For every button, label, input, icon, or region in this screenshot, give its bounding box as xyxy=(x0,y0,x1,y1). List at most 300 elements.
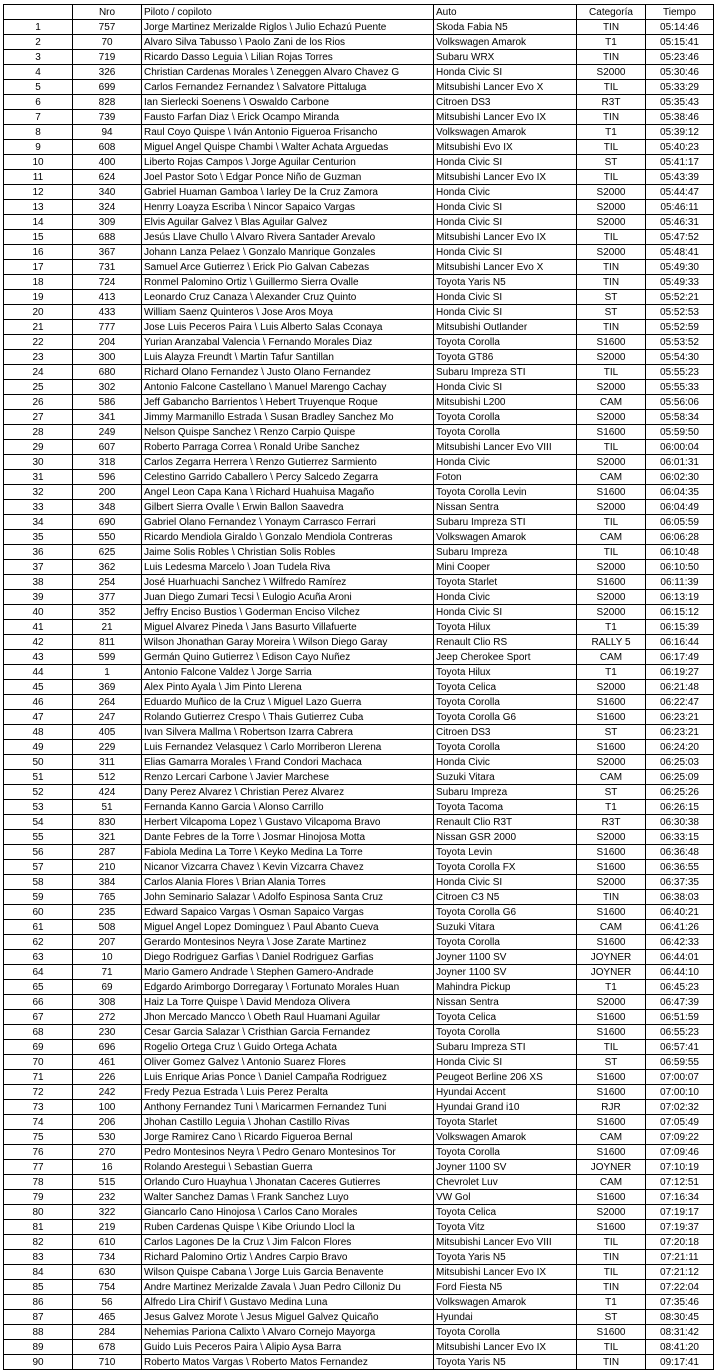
category-cell: S2000 xyxy=(577,245,646,260)
driver-cell: Miguel Alvarez Pineda \ Jans Basurto Villafuerte xyxy=(142,620,434,635)
driver-cell: Luis Alayza Freundt \ Martin Tafur Santillan xyxy=(142,350,434,365)
driver-cell: Luis Fernandez Velasquez \ Carlo Morriberon Llerena xyxy=(142,740,434,755)
time-cell: 07:09:46 xyxy=(646,1145,714,1160)
car-cell: Toyota Yaris N5 xyxy=(434,1355,577,1370)
car-cell: Citroen C3 N5 xyxy=(434,890,577,905)
number-cell: 272 xyxy=(73,1010,142,1025)
time-cell: 06:24:20 xyxy=(646,740,714,755)
car-cell: Toyota Corolla xyxy=(434,425,577,440)
table-row xyxy=(4,410,714,425)
number-cell: 309 xyxy=(73,215,142,230)
driver-cell: Jeff Gabancho Barrientos \ Hebert Truyenque Roque xyxy=(142,395,434,410)
driver-cell: Ian Sierlecki Soenens \ Oswaldo Carbone xyxy=(142,95,434,110)
table-row xyxy=(4,920,714,935)
number-cell: 324 xyxy=(73,200,142,215)
table-row xyxy=(4,110,714,125)
driver-cell: Yurian Aranzabal Valencia \ Fernando Morales Diaz xyxy=(142,335,434,350)
category-cell: R3T xyxy=(577,95,646,110)
driver-cell: Jorge Martinez Merizalde Riglos \ Julio Echazú Puente xyxy=(142,20,434,35)
car-cell: VW Gol xyxy=(434,1190,577,1205)
car-cell: Honda Civic SI xyxy=(434,305,577,320)
table-row xyxy=(4,1115,714,1130)
car-cell: Hyundai xyxy=(434,1310,577,1325)
driver-cell: Nehemias Pariona Calixto \ Alvaro Cornejo Mayorga xyxy=(142,1325,434,1340)
position-cell: 52 xyxy=(4,785,73,800)
number-cell: 384 xyxy=(73,875,142,890)
time-cell: 05:52:59 xyxy=(646,320,714,335)
car-cell: Honda Civic xyxy=(434,755,577,770)
driver-cell: Renzo Lercari Carbone \ Javier Marchese xyxy=(142,770,434,785)
driver-cell: Edgardo Arimborgo Dorregaray \ Fortunato Morales Huan xyxy=(142,980,434,995)
table-row xyxy=(4,695,714,710)
category-cell: TIN xyxy=(577,275,646,290)
number-cell: 754 xyxy=(73,1280,142,1295)
number-cell: 318 xyxy=(73,455,142,470)
table-row xyxy=(4,770,714,785)
car-cell: Toyota Hilux xyxy=(434,620,577,635)
position-cell: 70 xyxy=(4,1055,73,1070)
category-cell: CAM xyxy=(577,770,646,785)
table-row xyxy=(4,485,714,500)
table-row xyxy=(4,1145,714,1160)
position-cell: 49 xyxy=(4,740,73,755)
category-cell: S1600 xyxy=(577,1085,646,1100)
number-cell: 405 xyxy=(73,725,142,740)
car-cell: Mitsubishi Lancer Evo IX xyxy=(434,1340,577,1355)
car-cell: Honda Civic SI xyxy=(434,605,577,620)
driver-cell: Celestino Garrido Caballero \ Percy Salcedo Zegarra xyxy=(142,470,434,485)
number-cell: 204 xyxy=(73,335,142,350)
driver-cell: Mario Gamero Andrade \ Stephen Gamero-Andrade xyxy=(142,965,434,980)
table-row xyxy=(4,1340,714,1355)
table-row xyxy=(4,440,714,455)
time-cell: 05:58:34 xyxy=(646,410,714,425)
car-cell: Toyota Corolla G6 xyxy=(434,710,577,725)
time-cell: 05:48:41 xyxy=(646,245,714,260)
category-cell: S1600 xyxy=(577,845,646,860)
category-cell: TIL xyxy=(577,170,646,185)
category-cell: TIN xyxy=(577,260,646,275)
driver-cell: Henrry Loayza Escriba \ Nincor Sapaico Vargas xyxy=(142,200,434,215)
table-row xyxy=(4,1085,714,1100)
table-row xyxy=(4,1265,714,1280)
table-row xyxy=(4,1160,714,1175)
position-cell: 9 xyxy=(4,140,73,155)
driver-cell: Jose Luis Peceros Paira \ Luis Alberto Salas Cconaya xyxy=(142,320,434,335)
driver-cell: Ricardo Dasso Leguia \ Lilian Rojas Torres xyxy=(142,50,434,65)
table-row xyxy=(4,860,714,875)
car-cell: Mitsubishi Lancer Evo VIII xyxy=(434,440,577,455)
time-cell: 05:46:31 xyxy=(646,215,714,230)
table-row xyxy=(4,335,714,350)
number-cell: 287 xyxy=(73,845,142,860)
car-cell: Honda Civic SI xyxy=(434,245,577,260)
car-cell: Honda Civic xyxy=(434,185,577,200)
position-cell: 8 xyxy=(4,125,73,140)
category-cell: S2000 xyxy=(577,350,646,365)
time-cell: 08:41:20 xyxy=(646,1340,714,1355)
time-cell: 06:33:15 xyxy=(646,830,714,845)
table-row xyxy=(4,1100,714,1115)
table-row xyxy=(4,710,714,725)
car-cell: Hyundai Grand i10 xyxy=(434,1100,577,1115)
position-cell: 73 xyxy=(4,1100,73,1115)
driver-cell: Fausto Farfan Diaz \ Erick Ocampo Miranda xyxy=(142,110,434,125)
position-cell: 31 xyxy=(4,470,73,485)
table-row xyxy=(4,350,714,365)
position-cell: 23 xyxy=(4,350,73,365)
number-cell: 322 xyxy=(73,1205,142,1220)
table-row xyxy=(4,1070,714,1085)
position-cell: 90 xyxy=(4,1355,73,1370)
position-cell: 71 xyxy=(4,1070,73,1085)
driver-cell: Liberto Rojas Campos \ Jorge Aguilar Centurion xyxy=(142,155,434,170)
category-cell: JOYNER xyxy=(577,965,646,980)
position-cell: 46 xyxy=(4,695,73,710)
number-cell: 630 xyxy=(73,1265,142,1280)
number-cell: 696 xyxy=(73,1040,142,1055)
category-cell: TIN xyxy=(577,1355,646,1370)
car-cell: Nissan Sentra xyxy=(434,995,577,1010)
time-cell: 07:02:32 xyxy=(646,1100,714,1115)
table-row xyxy=(4,740,714,755)
number-cell: 678 xyxy=(73,1340,142,1355)
number-cell: 512 xyxy=(73,770,142,785)
category-cell: CAM xyxy=(577,920,646,935)
driver-cell: Miguel Angel Quispe Chambi \ Walter Achata Arguedas xyxy=(142,140,434,155)
category-cell: TIL xyxy=(577,1340,646,1355)
category-cell: TIL xyxy=(577,230,646,245)
category-cell: ST xyxy=(577,290,646,305)
driver-cell: Luis Ledesma Marcelo \ Joan Tudela Riva xyxy=(142,560,434,575)
table-row xyxy=(4,1295,714,1310)
table-row xyxy=(4,545,714,560)
time-cell: 05:52:21 xyxy=(646,290,714,305)
number-cell: 433 xyxy=(73,305,142,320)
category-cell: S1600 xyxy=(577,710,646,725)
table-row xyxy=(4,575,714,590)
table-row xyxy=(4,65,714,80)
number-cell: 284 xyxy=(73,1325,142,1340)
number-cell: 369 xyxy=(73,680,142,695)
table-row xyxy=(4,650,714,665)
position-cell: 81 xyxy=(4,1220,73,1235)
car-cell: Honda Civic SI xyxy=(434,155,577,170)
position-cell: 69 xyxy=(4,1040,73,1055)
driver-cell: Ricardo Mendiola Giraldo \ Gonzalo Mendiola Contreras xyxy=(142,530,434,545)
driver-cell: Roberto Matos Vargas \ Roberto Matos Fernandez xyxy=(142,1355,434,1370)
category-cell: TIL xyxy=(577,545,646,560)
category-cell: S2000 xyxy=(577,680,646,695)
driver-cell: Alvaro Silva Tabusso \ Paolo Zani de los Rios xyxy=(142,35,434,50)
position-cell: 18 xyxy=(4,275,73,290)
category-cell: S2000 xyxy=(577,755,646,770)
car-cell: Mitsubishi Lancer Evo IX xyxy=(434,1265,577,1280)
position-cell: 13 xyxy=(4,200,73,215)
car-cell: Joyner 1100 SV xyxy=(434,950,577,965)
category-cell: S2000 xyxy=(577,215,646,230)
number-cell: 610 xyxy=(73,1235,142,1250)
category-cell: S1600 xyxy=(577,935,646,950)
category-cell: JOYNER xyxy=(577,950,646,965)
driver-cell: Jaime Solis Robles \ Christian Solis Robles xyxy=(142,545,434,560)
position-cell: 37 xyxy=(4,560,73,575)
table-row xyxy=(4,605,714,620)
car-cell: Toyota Corolla xyxy=(434,1325,577,1340)
driver-cell: Eduardo Muñico de la Cruz \ Miguel Lazo Guerra xyxy=(142,695,434,710)
category-cell: TIL xyxy=(577,80,646,95)
car-cell: Toyota Starlet xyxy=(434,575,577,590)
number-cell: 326 xyxy=(73,65,142,80)
table-row xyxy=(4,365,714,380)
category-cell: S1600 xyxy=(577,1220,646,1235)
driver-cell: Jesús Llave Chullo \ Alvaro Rivera Santader Arevalo xyxy=(142,230,434,245)
driver-cell: Johann Lanza Pelaez \ Gonzalo Manrique Gonzales xyxy=(142,245,434,260)
category-cell: S1600 xyxy=(577,695,646,710)
car-cell: Jeep Cherokee Sport xyxy=(434,650,577,665)
number-cell: 508 xyxy=(73,920,142,935)
position-cell: 75 xyxy=(4,1130,73,1145)
category-cell: S1600 xyxy=(577,485,646,500)
number-cell: 249 xyxy=(73,425,142,440)
position-cell: 32 xyxy=(4,485,73,500)
driver-cell: Carlos Alania Flores \ Brian Alania Torres xyxy=(142,875,434,890)
category-cell: RJR xyxy=(577,1100,646,1115)
number-cell: 321 xyxy=(73,830,142,845)
car-cell: Nissan GSR 2000 xyxy=(434,830,577,845)
position-cell: 43 xyxy=(4,650,73,665)
number-cell: 207 xyxy=(73,935,142,950)
position-cell: 33 xyxy=(4,500,73,515)
driver-cell: Gilbert Sierra Ovalle \ Erwin Ballon Saavedra xyxy=(142,500,434,515)
time-cell: 06:01:31 xyxy=(646,455,714,470)
driver-cell: Orlando Curo Huayhua \ Jhonatan Caceres Gutierres xyxy=(142,1175,434,1190)
position-cell: 1 xyxy=(4,20,73,35)
category-cell: S2000 xyxy=(577,65,646,80)
time-cell: 06:25:03 xyxy=(646,755,714,770)
driver-cell: Roberto Parraga Correa \ Ronald Uribe Sanchez xyxy=(142,440,434,455)
position-cell: 72 xyxy=(4,1085,73,1100)
position-cell: 48 xyxy=(4,725,73,740)
position-cell: 36 xyxy=(4,545,73,560)
car-cell: Toyota Corolla G6 xyxy=(434,905,577,920)
time-cell: 06:45:23 xyxy=(646,980,714,995)
table-row xyxy=(4,1205,714,1220)
car-cell: Subaru Impreza xyxy=(434,785,577,800)
time-cell: 09:17:41 xyxy=(646,1355,714,1370)
time-cell: 06:26:15 xyxy=(646,800,714,815)
category-cell: S1600 xyxy=(577,425,646,440)
table-row xyxy=(4,890,714,905)
driver-cell: Rogelio Ortega Cruz \ Guido Ortega Achata xyxy=(142,1040,434,1055)
car-cell: Honda Civic SI xyxy=(434,215,577,230)
number-cell: 413 xyxy=(73,290,142,305)
number-cell: 16 xyxy=(73,1160,142,1175)
car-cell: Peugeot Berline 206 XS xyxy=(434,1070,577,1085)
number-cell: 254 xyxy=(73,575,142,590)
driver-cell: Carlos Lagones De la Cruz \ Jim Falcon Flores xyxy=(142,1235,434,1250)
car-cell: Toyota Starlet xyxy=(434,1115,577,1130)
position-cell: 63 xyxy=(4,950,73,965)
time-cell: 06:04:35 xyxy=(646,485,714,500)
time-cell: 06:10:50 xyxy=(646,560,714,575)
time-cell: 06:10:48 xyxy=(646,545,714,560)
number-cell: 690 xyxy=(73,515,142,530)
table-row xyxy=(4,1235,714,1250)
table-row xyxy=(4,1310,714,1325)
table-row xyxy=(4,80,714,95)
car-cell: Mahindra Pickup xyxy=(434,980,577,995)
position-cell: 78 xyxy=(4,1175,73,1190)
table-row xyxy=(4,470,714,485)
number-cell: 210 xyxy=(73,860,142,875)
position-cell: 15 xyxy=(4,230,73,245)
driver-cell: Antonio Falcone Castellano \ Manuel Marengo Cachay xyxy=(142,380,434,395)
position-cell: 61 xyxy=(4,920,73,935)
number-cell: 242 xyxy=(73,1085,142,1100)
car-cell: Volkswagen Amarok xyxy=(434,125,577,140)
position-cell: 79 xyxy=(4,1190,73,1205)
time-cell: 07:16:34 xyxy=(646,1190,714,1205)
position-cell: 56 xyxy=(4,845,73,860)
number-cell: 270 xyxy=(73,1145,142,1160)
time-cell: 05:59:50 xyxy=(646,425,714,440)
category-cell: TIN xyxy=(577,890,646,905)
position-cell: 68 xyxy=(4,1025,73,1040)
position-cell: 30 xyxy=(4,455,73,470)
table-row xyxy=(4,125,714,140)
driver-cell: Rolando Gutierrez Crespo \ Thais Gutierrez Cuba xyxy=(142,710,434,725)
driver-cell: Alex Pinto Ayala \ Jim Pinto Llerena xyxy=(142,680,434,695)
table-row xyxy=(4,800,714,815)
category-cell: CAM xyxy=(577,470,646,485)
driver-cell: Edward Sapaico Vargas \ Osman Sapaico Vargas xyxy=(142,905,434,920)
number-cell: 461 xyxy=(73,1055,142,1070)
number-cell: 308 xyxy=(73,995,142,1010)
position-cell: 53 xyxy=(4,800,73,815)
number-cell: 710 xyxy=(73,1355,142,1370)
category-cell: S1600 xyxy=(577,1115,646,1130)
position-cell: 80 xyxy=(4,1205,73,1220)
category-cell: S1600 xyxy=(577,1025,646,1040)
car-cell: Toyota Corolla Levin xyxy=(434,485,577,500)
number-cell: 828 xyxy=(73,95,142,110)
car-cell: Toyota Yaris N5 xyxy=(434,1250,577,1265)
number-cell: 56 xyxy=(73,1295,142,1310)
car-cell: Mini Cooper xyxy=(434,560,577,575)
header-car: Auto xyxy=(434,5,577,20)
position-cell: 26 xyxy=(4,395,73,410)
car-cell: Honda Civic SI xyxy=(434,380,577,395)
driver-cell: Oliver Gomez Galvez \ Antonio Suarez Flores xyxy=(142,1055,434,1070)
car-cell: Subaru Impreza xyxy=(434,545,577,560)
time-cell: 06:42:33 xyxy=(646,935,714,950)
number-cell: 699 xyxy=(73,80,142,95)
car-cell: Volkswagen Amarok xyxy=(434,530,577,545)
number-cell: 1 xyxy=(73,665,142,680)
number-cell: 352 xyxy=(73,605,142,620)
number-cell: 247 xyxy=(73,710,142,725)
position-cell: 88 xyxy=(4,1325,73,1340)
category-cell: T1 xyxy=(577,980,646,995)
position-cell: 35 xyxy=(4,530,73,545)
time-cell: 05:38:46 xyxy=(646,110,714,125)
time-cell: 05:54:30 xyxy=(646,350,714,365)
position-cell: 16 xyxy=(4,245,73,260)
position-cell: 47 xyxy=(4,710,73,725)
time-cell: 05:33:29 xyxy=(646,80,714,95)
position-cell: 58 xyxy=(4,875,73,890)
car-cell: Honda Civic xyxy=(434,455,577,470)
number-cell: 71 xyxy=(73,965,142,980)
time-cell: 05:15:41 xyxy=(646,35,714,50)
car-cell: Toyota Hilux xyxy=(434,665,577,680)
driver-cell: Wilson Quispe Cabana \ Jorge Luis Garcia Benavente xyxy=(142,1265,434,1280)
driver-cell: Cesar Garcia Salazar \ Cristhian Garcia Fernandez xyxy=(142,1025,434,1040)
time-cell: 05:55:33 xyxy=(646,380,714,395)
time-cell: 05:39:12 xyxy=(646,125,714,140)
table-row xyxy=(4,50,714,65)
car-cell: Chevrolet Luv xyxy=(434,1175,577,1190)
header-driver: Piloto / copiloto xyxy=(142,5,434,20)
car-cell: Joyner 1100 SV xyxy=(434,965,577,980)
number-cell: 100 xyxy=(73,1100,142,1115)
results-table xyxy=(3,4,714,1370)
time-cell: 06:11:39 xyxy=(646,575,714,590)
number-cell: 599 xyxy=(73,650,142,665)
driver-cell: Richard Palomino Ortiz \ Andres Carpio Bravo xyxy=(142,1250,434,1265)
car-cell: Hyundai Accent xyxy=(434,1085,577,1100)
driver-cell: Samuel Arce Gutierrez \ Erick Pio Galvan Cabezas xyxy=(142,260,434,275)
car-cell: Toyota Corolla xyxy=(434,410,577,425)
position-cell: 76 xyxy=(4,1145,73,1160)
driver-cell: Andre Martinez Merizalde Zavala \ Juan Pedro Cilloniz Du xyxy=(142,1280,434,1295)
car-cell: Toyota Tacoma xyxy=(434,800,577,815)
time-cell: 06:00:04 xyxy=(646,440,714,455)
car-cell: Toyota Celica xyxy=(434,1205,577,1220)
driver-cell: Jhon Mercado Mancco \ Obeth Raul Huamani Aguilar xyxy=(142,1010,434,1025)
position-cell: 19 xyxy=(4,290,73,305)
time-cell: 07:19:17 xyxy=(646,1205,714,1220)
category-cell: S2000 xyxy=(577,875,646,890)
category-cell: S1600 xyxy=(577,905,646,920)
position-cell: 28 xyxy=(4,425,73,440)
time-cell: 06:21:48 xyxy=(646,680,714,695)
number-cell: 340 xyxy=(73,185,142,200)
category-cell: T1 xyxy=(577,1295,646,1310)
driver-cell: José Huarhuachi Sanchez \ Wilfredo Ramírez xyxy=(142,575,434,590)
position-cell: 11 xyxy=(4,170,73,185)
car-cell: Mitsubishi Lancer Evo IX xyxy=(434,230,577,245)
driver-cell: Elias Gamarra Morales \ Frand Condori Machaca xyxy=(142,755,434,770)
driver-cell: Diego Rodriguez Garfias \ Daniel Rodriguez Garfias xyxy=(142,950,434,965)
time-cell: 05:49:30 xyxy=(646,260,714,275)
number-cell: 348 xyxy=(73,500,142,515)
category-cell: S1600 xyxy=(577,335,646,350)
table-row xyxy=(4,785,714,800)
car-cell: Honda Civic SI xyxy=(434,65,577,80)
category-cell: S2000 xyxy=(577,590,646,605)
time-cell: 07:35:46 xyxy=(646,1295,714,1310)
car-cell: Ford Fiesta N5 xyxy=(434,1280,577,1295)
table-row xyxy=(4,590,714,605)
number-cell: 206 xyxy=(73,1115,142,1130)
category-cell: TIN xyxy=(577,320,646,335)
category-cell: S1600 xyxy=(577,860,646,875)
driver-cell: John Seminario Salazar \ Adolfo Espinosa Santa Cruz xyxy=(142,890,434,905)
position-cell: 62 xyxy=(4,935,73,950)
time-cell: 06:19:27 xyxy=(646,665,714,680)
